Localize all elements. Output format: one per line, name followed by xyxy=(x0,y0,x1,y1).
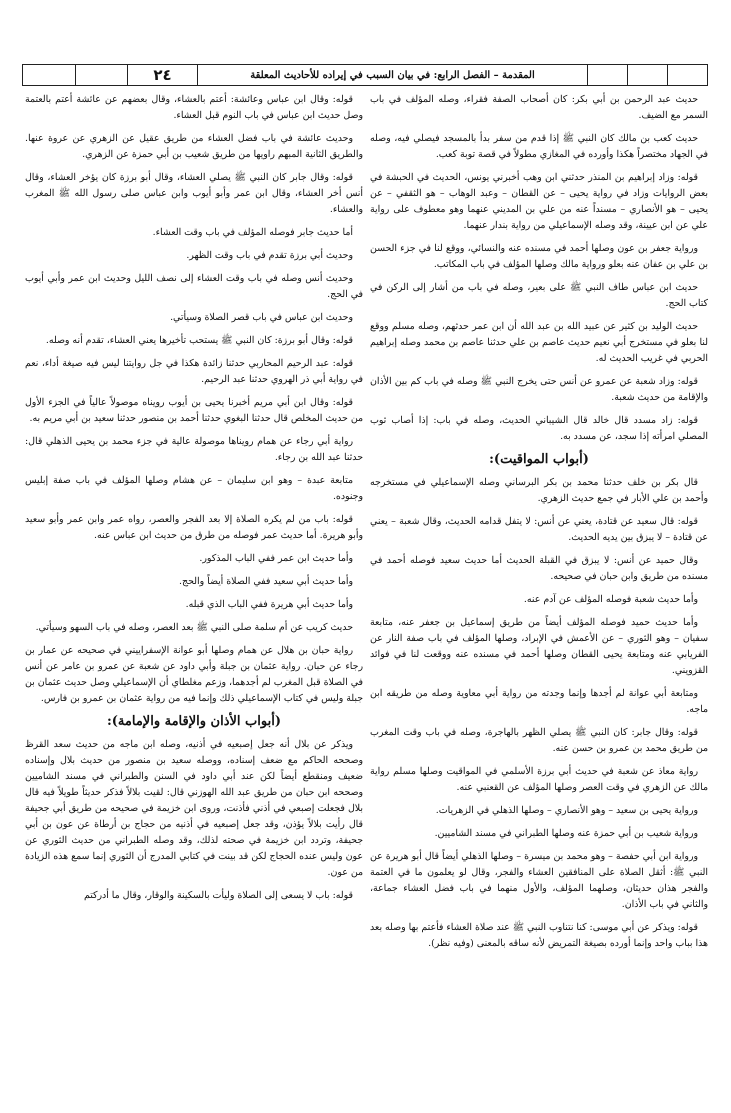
paragraph: ورواية جعفر بن عون وصلها أحمد في مسنده عنه والنسائي، ووقع لنا في جزء الحسن بن علي بن عفان عنه بعلو ورواية مالك وصلها المؤلف في باب المكاتب. xyxy=(370,243,708,270)
paragraph: وأما حديث شعبة فوصله المؤلف عن آدم عنه. xyxy=(523,594,698,605)
header-box xyxy=(667,65,707,85)
paragraph: وأما حديث أبي سعيد ففي الصلاة أيضاً والحج. xyxy=(179,576,353,587)
paragraph: حديث عبد الرحمن بن أبي بكر: كان أصحاب الصفة فقراء، وصله المؤلف في باب السمر مع الضيف. xyxy=(370,94,708,121)
paragraph: وأما حديث أبي هريرة ففي الباب الذي قبله. xyxy=(185,599,353,610)
paragraph: قوله: وقال جابر كان النبي ﷺ يصلي العشاء، وقال أبو برزة كان يؤخر العشاء، وقال أنس أخر العشاء، وقال ابن عمر وأبو أيوب وابن عباس صلى رسول الله ﷺ المغرب والعشاء. xyxy=(25,172,363,215)
header-box xyxy=(587,65,627,85)
paragraph: ورواية شعيب بن أبي حمزة عنه وصلها الطبراني في مسند الشاميين. xyxy=(434,828,698,839)
section-heading: (أبواب الأذان والإقامة والإمامة): xyxy=(106,714,282,729)
header-box xyxy=(75,65,127,85)
paragraph: قوله: وقال ابن عباس وعائشة: أعتم بالعشاء، وقال بعضهم عن عائشة أعتم بالعتمة وصل حديث ابن عباس في باب النوم قبل العشاء. xyxy=(25,94,363,121)
header-box xyxy=(23,65,75,85)
paragraph: ورواية ابن أبي حفصة – وهو محمد بن ميسرة – وصلها الذهلي أيضاً قال أبو هريرة عن النبي ﷺ: أثقل الصلاة على المنافقين العشاء والفجر، وقال لو يعلمون ما في العتمة والفجر هذان حديثان، وصلهما المؤلف، والأول منهما في باب فضل العشاء جماعة، والثاني في باب الأذان. xyxy=(370,851,708,910)
paragraph: رواية أبي رجاء عن همام رويناها موصولة عالية في جزء محمد بن يحيى الذهلي قال: حدثنا عبد الله بن رجاء. xyxy=(25,436,363,463)
paragraph: ويذكر عن بلال أنه جعل إصبعيه في أذنيه، وصله ابن ماجه من حديث سعد القرظ وصححه الحاكم مع ضعف إسناده، ووصله سعيد بن منصور من حديث بلال وإسناده ضعيف ومنقطع أيضاً لكن عند أبي داود في السنن والطبراني في مسند الشاميين وصححه ابن حبان من طريق عبد الله الهوزني قال: لقيت بلالاً فذكر حديثاً طويلاً فيه قال بلال فجعلت إصبعي في أذني فأذنت، وروى ابن خزيمة في صحيحه من طريق أبي جحيفة قال رأيت بلالاً يؤذن، وقد جعل إصبعيه في أذنيه من حجاج بن أرطاة عن عون بن أبي جحيفة، وتردد ابن خزيمة في صحته لذلك، وقد وصله الطبراني من حديث الثوري عن عون وليس عنده الحجاج لكن قد بينت في كتابي المدرج أن الثوري إنما سمع هذه الزيادة من عون. xyxy=(25,739,363,878)
page-number: ٢٤ xyxy=(127,65,197,85)
paragraph: رواية معاذ عن شعبة في حديث أبي برزة الأسلمي في المواقيت وصلها مسلم رواية مالك عن الزهري في وقت العصر وصلها المؤلف عن القعنبي عنه. xyxy=(370,766,708,793)
right-column xyxy=(370,92,708,1102)
paragraph: وحديث أبي برزة تقدم في باب وقت الظهر. xyxy=(186,250,353,261)
paragraph: قوله: وزاد إبراهيم بن المنذر حدثني ابن وهب أخبرني يونس، الحديث في الحبشة في بعض الروايات وزاد في رواية يحيى – عن القطان – وعبد الوهاب – هو الثقفي – عن يحيى – هو الأنصاري – مسنداً عنه من علي بن المديني عنهما وهو معطوف على رواية علي عن ابن عيينة، وقد وصله الإسماعيلي من رواية بندار عنهما. xyxy=(370,172,708,231)
paragraph: ورواية يحيى بن سعيد – وهو الأنصاري – وصلها الذهلي في الزهريات. xyxy=(435,805,698,816)
paragraph: وحديث عائشة في باب فضل العشاء من طريق عقيل عن الزهري عن عروة عنها. والطريق الثانية المبهم راويها من طريق شعيب بن أبي حمزة عن الزهري. xyxy=(25,133,363,160)
paragraph: قوله: وزاد شعبة عن عمرو عن أنس حتى يخرج النبي ﷺ وصله في باب كم بين الأذان والإقامة من حديث شعبة. xyxy=(370,376,708,403)
paragraph: أما حديث جابر فوصله المؤلف في باب وقت العشاء. xyxy=(152,227,353,238)
paragraph: قوله: قال سعيد عن قتادة، يعني عن أنس: لا يتفل قدامه الحديث، وقال شعبة – يعني عن قتادة – لا يبزق بين يديه الحديث. xyxy=(370,516,708,543)
paragraph: حديث كريب عن أم سلمة صلى النبي ﷺ بعد العصر، وصله في باب السهو وسيأتي. xyxy=(35,622,353,633)
paragraph: قوله: باب من لم يكره الصلاة إلا بعد الفجر والعصر، رواه عمر وابن عمر وأبو سعيد وأبو هريرة. أما حديث عمر فوصله من طرق من حديث ابن عباس عنه. xyxy=(25,514,363,541)
paragraph: قوله: زاد مسدد قال خالد قال الشيباني الحديث، وصله في باب: إذا أصاب ثوب المصلي امرأته إذا سجد، عن مسدد به. xyxy=(370,415,708,442)
paragraph: قوله: وقال أبو برزة: كان النبي ﷺ يستحب تأخيرها يعني العشاء، تقدم أنه وصله. xyxy=(45,335,353,346)
paragraph: قوله: ويذكر عن أبي موسى: كنا نتناوب النبي ﷺ عند صلاة العشاء فأعتم بها وصله بعد هذا بباب واحد وإنما أورده بصيغة التمريض لأنه ساقه بالمعنى (وفيه نظر). xyxy=(370,922,708,949)
paragraph: قوله: وقال جابر: كان النبي ﷺ يصلي الظهر بالهاجرة، وصله في باب وقت المغرب من طريق محمد بن عمرو بن حسن عنه. xyxy=(370,727,708,754)
paragraph: رواية حبان بن هلال عن همام وصلها أبو عوانة الإسفراييني في صحيحه عن عمار بن رجاء عن حبان. رواية عثمان بن جبلة وأبي داود عن شعبة عن عمرو بن عامر عن أنس في الصلاة قبل المغرب لم أجدهما، وزعم مغلطاي أن الإسماعيلي وصل حديث عثمان بن جبلة وليس في كتاب الإسماعيلي ذلك وإنما فيه من رواية عثمان بن عمرو بن فارس. xyxy=(25,645,363,704)
paragraph: وقال حميد عن أنس: لا يبزق في القبلة الحديث أما حديث سعيد فوصله أحمد في مسنده من طريق وابن حبان في صحيحه. xyxy=(370,555,708,582)
left-column xyxy=(25,92,363,1102)
page-header xyxy=(22,64,708,86)
header-box xyxy=(627,65,667,85)
paragraph: متابعة عبدة – وهو ابن سليمان – عن هشام وصلها المؤلف في باب صفة إبليس وجنوده. xyxy=(25,475,363,502)
paragraph: وأما حديث حميد فوصله المؤلف أيضاً من طريق إسماعيل بن جعفر عنه، متابعة سفيان – وهو الثوري – عن الأعمش في الإبراد، وصلها المؤلف في باب صفة النار عن الفريابي عنه ومتابعة يحيى القطان وصلها أحمد في مسنده عنه ووقعت لنا في فوائد القزويني. xyxy=(370,617,708,676)
paragraph: حديث كعب بن مالك كان النبي ﷺ إذا قدم من سفر بدأ بالمسجد فيصلي فيه، وصله في الجهاد مختصراً هكذا وأورده في المغازي مطولاً في قصة توبة كعب. xyxy=(370,133,708,160)
running-title: المقدمة – الفصل الرابع: في بيان السبب في إيراده للأحاديث المعلقة xyxy=(197,65,587,85)
paragraph: وأما حديث ابن عمر ففي الباب المذكور. xyxy=(199,553,353,564)
paragraph: ومتابعة أبي عوانة لم أجدها وإنما وجدته من رواية أبي معاوية وصله من طريقه ابن ماجه. xyxy=(370,688,708,715)
paragraph: قوله: باب لا يسعى إلى الصلاة وليأت بالسكينة والوقار، وقال ما أدركتم xyxy=(83,890,353,901)
paragraph: حديث ابن عباس طاف النبي ﷺ على بعير، وصله في باب من أشار إلى الركن في كتاب الحج. xyxy=(370,282,708,309)
section-heading: (أبواب المواقيت): xyxy=(489,452,589,467)
paragraph: وحديث أنس وصله في باب وقت العشاء إلى نصف الليل وحديث ابن عمر وأبي أيوب في الحج. xyxy=(25,273,363,300)
paragraph: قال بكر بن خلف حدثنا محمد بن بكر البرساني وصله الإسماعيلي في مستخرجه وأحمد بن علي الأبار في جمع حديث الزهري. xyxy=(370,477,708,504)
paragraph: حديث الوليد بن كثير عن عبيد الله بن عبد الله أن ابن عمر حدثهم، وصله مسلم ووقع لنا بعلو في مستخرج أبي نعيم حديث عاصم بن علي حدثنا عاصم بن محمد وصله إبراهيم الحربي في غريب الحديث له. xyxy=(370,321,708,364)
paragraph: قوله: وقال ابن أبي مريم أخبرنا يحيى بن أيوب رويناه موصولاً عالياً في الجزء الأول من حديث المخلص قال حدثنا البغوي حدثنا أحمد بن منصور حدثنا سعيد بن أبي مريم به. xyxy=(25,397,363,424)
paragraph: وحديث ابن عباس في باب قصر الصلاة وسيأتي. xyxy=(170,312,353,323)
paragraph: قوله: عبد الرحيم المحاربي حدثنا زائدة هكذا في جل روايتنا ليس فيه صيغة أداء، نعم في رواية أبي ذر الهروي حدثنا عبد الرحيم. xyxy=(25,358,363,385)
